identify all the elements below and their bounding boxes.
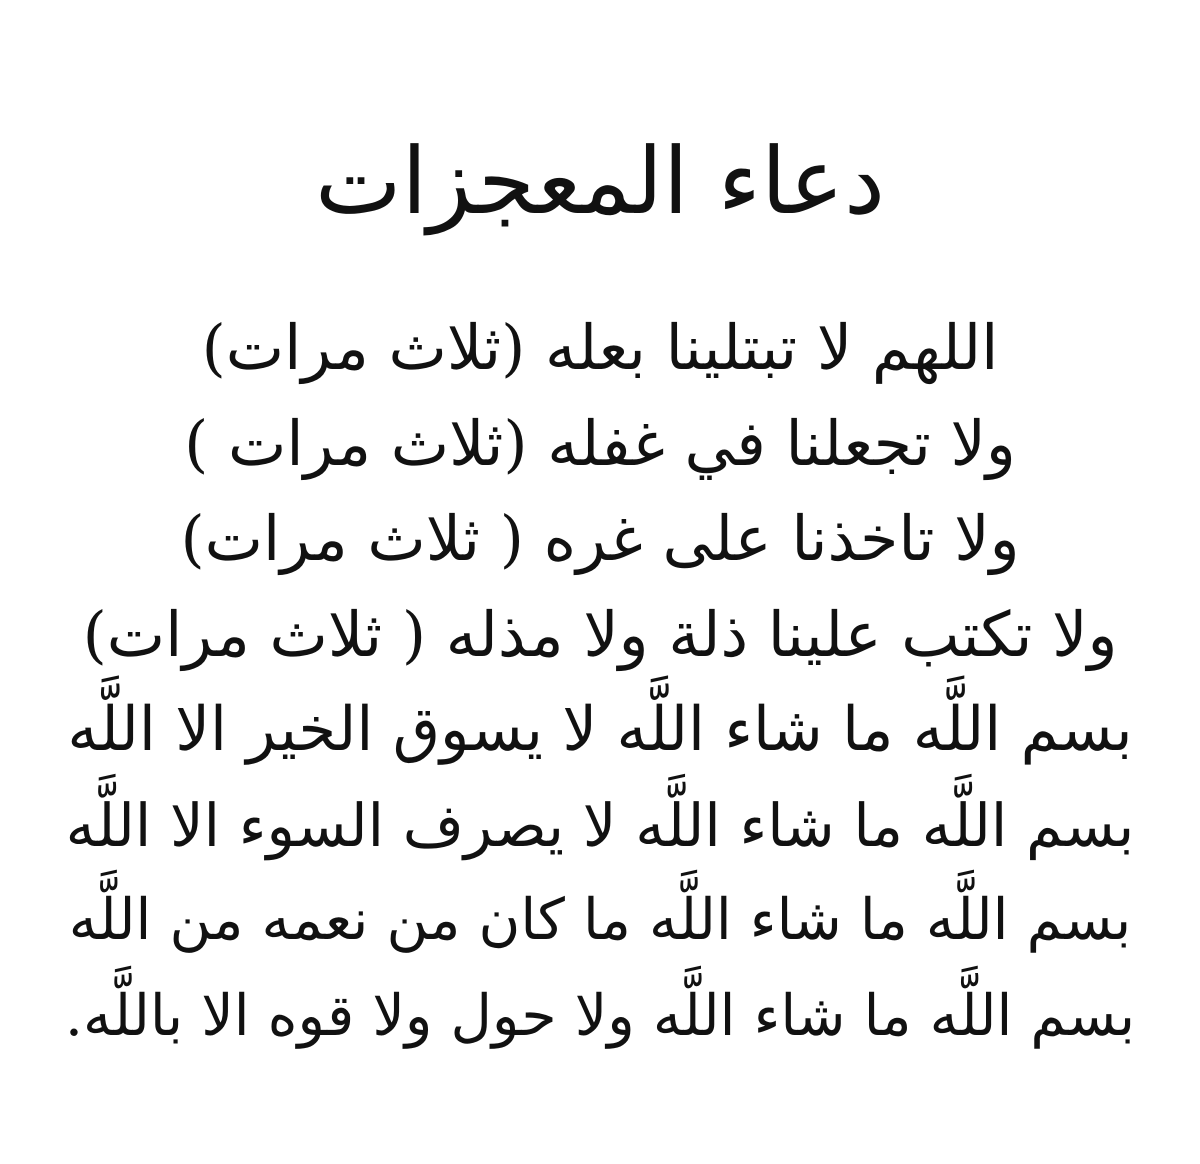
prayer-line-3: ولا تاخذنا على غره ( ثلاث مرات) — [180, 502, 1020, 575]
prayer-line-8: بسم اللَّه ما شاء اللَّه ولا حول ولا قوه الا باللَّه. — [64, 982, 1136, 1049]
prayer-line-2: ولا تجعلنا في غفله (ثلاث مرات ) — [184, 406, 1016, 480]
prayer-line-6: بسم اللَّه ما شاء اللَّه لا يصرف السوء الا اللَّه — [65, 790, 1135, 860]
page-title: دعاء المعجزات — [315, 127, 885, 235]
prayer-line-5: بسم اللَّه ما شاء اللَّه لا يسوق الخير الا اللَّه — [67, 694, 1133, 765]
prayer-line-1: اللهم لا تبتلينا بعله (ثلاث مرات) — [201, 311, 999, 384]
prayer-line-7: بسم اللَّه ما شاء اللَّه ما كان من نعمه من اللَّه — [68, 887, 1132, 953]
prayer-line-4: ولا تكتب علينا ذلة ولا مذله ( ثلاث مرات) — [82, 597, 1118, 671]
prayer-lines — [60, 300, 1140, 1064]
